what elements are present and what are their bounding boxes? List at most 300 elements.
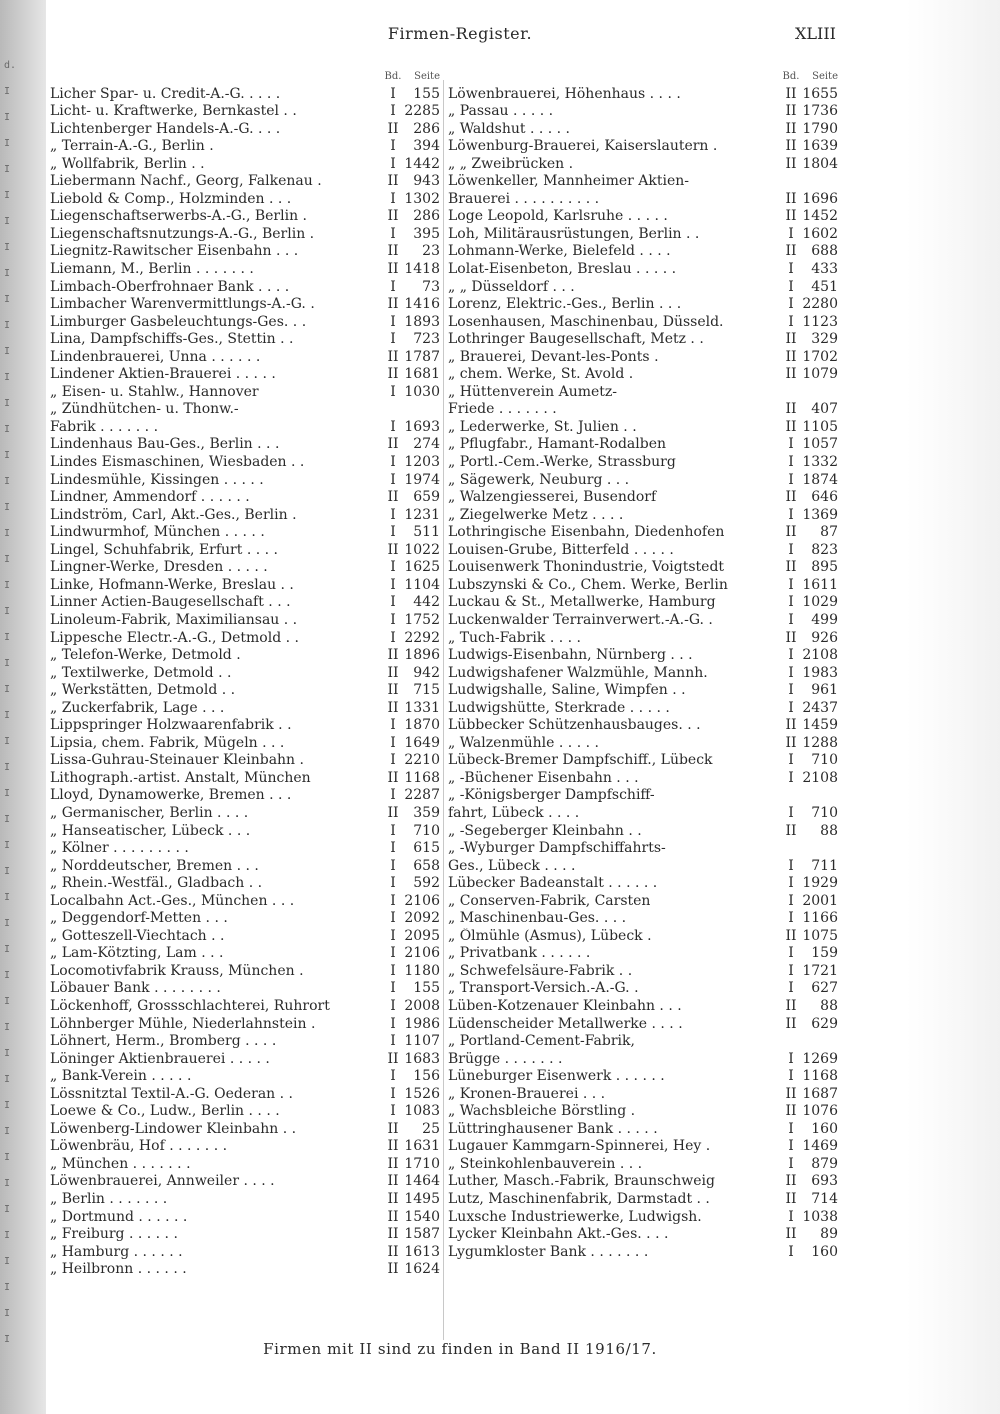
entry-page: 433 xyxy=(811,261,838,278)
register-entry xyxy=(50,858,440,876)
entry-page: 693 xyxy=(811,1173,838,1190)
entry-name: Friede . . . . . . . xyxy=(448,401,557,418)
gutter-fragment: I xyxy=(4,1308,11,1319)
entry-band xyxy=(780,173,802,191)
gutter-fragment: I xyxy=(4,762,11,773)
entry-name: „ Sägewerk, Neuburg . . . xyxy=(448,471,630,488)
entry-page: 1804 xyxy=(802,155,838,172)
register-entry xyxy=(448,103,838,121)
entry-band: I xyxy=(390,85,396,102)
entry-name: Löwenbrauerei, Annweiler . . . . xyxy=(50,1173,275,1190)
entry-name: „ Schwefelsäure-Fabrik . . xyxy=(448,962,633,979)
entry-name: „ Portland-Cement-Fabrik, xyxy=(448,1033,635,1050)
gutter-fragment: I xyxy=(4,1022,11,1033)
entry-page: 1974 xyxy=(404,471,440,488)
entry-name: Lübecker Badeanstalt . . . . . . xyxy=(448,875,658,892)
entry-page xyxy=(802,384,838,402)
register-entry xyxy=(448,261,838,279)
entry-name: „ Kronen-Brauerei . . . xyxy=(448,1085,606,1102)
entry-name: „ München . . . . . . . xyxy=(50,1155,191,1172)
entry-band: II xyxy=(387,1243,399,1260)
entry-band: II xyxy=(785,208,797,225)
register-entry xyxy=(50,594,440,612)
gutter-fragment: I xyxy=(4,944,11,955)
entry-page: 1625 xyxy=(404,559,440,576)
entry-page: 1790 xyxy=(802,120,838,137)
register-entry xyxy=(50,752,440,770)
register-entry xyxy=(448,823,838,841)
entry-page: 394 xyxy=(413,138,440,155)
entry-name: Limburger Gasbeleuchtungs-Ges. . . xyxy=(50,313,307,330)
register-entry xyxy=(448,279,838,297)
entry-band: I xyxy=(788,769,794,786)
register-entry xyxy=(448,980,838,998)
register-entry xyxy=(50,1016,440,1034)
entry-name: „ Norddeutscher, Bremen . . . xyxy=(50,857,259,874)
entry-name: Licher Spar- u. Credit-A.-G. . . . . xyxy=(50,85,281,102)
entry-band: I xyxy=(788,752,794,769)
entry-band: I xyxy=(788,1138,794,1155)
gutter-fragment: I xyxy=(4,216,11,227)
entry-name: Louisenwerk Thonindustrie, Voigtstedt xyxy=(448,559,725,576)
entry-page: 961 xyxy=(811,682,838,699)
entry-band: I xyxy=(788,506,794,523)
entry-band: I xyxy=(390,875,396,892)
entry-band: II xyxy=(785,559,797,576)
entry-name: Liebold & Comp., Holzminden . . . xyxy=(50,190,292,207)
entry-name: „ Gotteszell-Viechtach . . xyxy=(50,927,225,944)
entry-band: II xyxy=(785,348,797,365)
entry-page: 286 xyxy=(413,208,440,225)
register-entry xyxy=(448,1244,838,1262)
entry-page: 1787 xyxy=(404,348,440,365)
entry-page: 1655 xyxy=(802,85,838,102)
register-entry xyxy=(50,928,440,946)
entry-band: I xyxy=(390,822,396,839)
entry-band: I xyxy=(390,138,396,155)
entry-band: II xyxy=(387,1155,399,1172)
entry-band: II xyxy=(387,489,399,506)
entry-name: Lüttringhausener Bank . . . . . xyxy=(448,1120,658,1137)
register-entry xyxy=(448,472,838,490)
register-entry xyxy=(50,489,440,507)
entry-name: Lorenz, Elektric.-Ges., Berlin . . . xyxy=(448,296,682,313)
entry-band: I xyxy=(390,997,396,1014)
entry-band: I xyxy=(390,840,396,857)
entry-band xyxy=(780,840,802,858)
register-entry xyxy=(448,1068,838,1086)
register-entry xyxy=(50,1138,440,1156)
entry-page: 88 xyxy=(820,997,838,1014)
gutter-fragment: I xyxy=(4,1074,11,1085)
register-entry xyxy=(448,349,838,367)
entry-band: I xyxy=(788,699,794,716)
entry-page: 1302 xyxy=(404,190,440,207)
register-entry xyxy=(448,928,838,946)
gutter-fragment: I xyxy=(4,1048,11,1059)
entry-name: Lingner-Werke, Dresden . . . . . xyxy=(50,559,268,576)
gutter-fragment: I xyxy=(4,476,11,487)
entry-page: 723 xyxy=(413,331,440,348)
register-entry xyxy=(448,840,838,858)
register-entry xyxy=(448,665,838,683)
register-entry xyxy=(50,191,440,209)
entry-name: Liemann, M., Berlin . . . . . . . xyxy=(50,261,254,278)
gutter-fragment: I xyxy=(4,268,11,279)
register-entry xyxy=(448,314,838,332)
gutter-fragment: I xyxy=(4,866,11,877)
entry-band: II xyxy=(785,103,797,120)
entry-name: Löwenkeller, Mannheimer Aktien- xyxy=(448,173,690,190)
entry-name: Löhnberger Mühle, Niederlahnstein . xyxy=(50,1015,316,1032)
gutter-fragment: I xyxy=(4,1100,11,1111)
entry-name: „ Ölmühle (Asmus), Lübeck . xyxy=(448,927,652,944)
entry-page: 1105 xyxy=(802,418,838,435)
entry-page: 1418 xyxy=(404,261,440,278)
register-entry xyxy=(50,366,440,384)
register-entry xyxy=(448,1138,838,1156)
entry-band: I xyxy=(390,454,396,471)
entry-name: Lohmann-Werke, Bielefeld . . . . xyxy=(448,243,671,260)
register-entry xyxy=(50,472,440,490)
entry-band: II xyxy=(785,1103,797,1120)
entry-page: 1369 xyxy=(802,506,838,523)
register-entry xyxy=(50,1209,440,1227)
entry-page: 1540 xyxy=(404,1208,440,1225)
entry-page: 2106 xyxy=(404,892,440,909)
entry-name: „ Zuckerfabrik, Lage . . . xyxy=(50,699,225,716)
register-entry xyxy=(50,1033,440,1051)
entry-band: I xyxy=(390,1085,396,1102)
entry-name: fahrt, Lübeck . . . . xyxy=(448,804,580,821)
entry-page: 942 xyxy=(413,664,440,681)
entry-name: Ludwigshütte, Sterkrade . . . . . xyxy=(448,699,670,716)
left-column xyxy=(50,68,440,1279)
register-entry xyxy=(50,103,440,121)
register-entry xyxy=(448,208,838,226)
entry-page: 155 xyxy=(413,980,440,997)
register-entry xyxy=(50,805,440,823)
entry-name: Linke, Hofmann-Werke, Breslau . . xyxy=(50,576,294,593)
entry-band: I xyxy=(390,945,396,962)
register-entry xyxy=(448,191,838,209)
register-entry xyxy=(50,138,440,156)
entry-page: 1687 xyxy=(802,1085,838,1102)
entry-page: 879 xyxy=(811,1155,838,1172)
page-number: XLIII xyxy=(795,24,836,43)
register-entry xyxy=(50,436,440,454)
register-entry xyxy=(448,612,838,630)
entry-band: I xyxy=(390,559,396,576)
register-entry xyxy=(50,1261,440,1279)
entry-name: Lindström, Carl, Akt.-Ges., Berlin . xyxy=(50,506,297,523)
entry-name: Lübeck-Bremer Dampfschiff., Lübeck xyxy=(448,752,713,769)
entry-band: I xyxy=(788,804,794,821)
register-entry xyxy=(50,665,440,683)
register-entry xyxy=(448,1191,838,1209)
entry-name: „ Transport-Versich.-A.-G. . xyxy=(448,980,639,997)
entry-band: I xyxy=(390,313,396,330)
entry-name: „ Hamburg . . . . . . xyxy=(50,1243,183,1260)
entry-page: 1416 xyxy=(404,296,440,313)
entry-band: I xyxy=(788,962,794,979)
register-entry xyxy=(50,840,440,858)
entry-page: 1896 xyxy=(404,647,440,664)
register-entry xyxy=(448,735,838,753)
entry-page: 1464 xyxy=(404,1173,440,1190)
entry-page: 1736 xyxy=(802,103,838,120)
entry-name: „ Ziegelwerke Metz . . . . xyxy=(448,506,624,523)
entry-page: 1079 xyxy=(802,366,838,383)
entry-page: 1983 xyxy=(802,664,838,681)
register-entry xyxy=(448,630,838,648)
entry-page: 646 xyxy=(811,489,838,506)
register-entry xyxy=(448,121,838,139)
entry-name: Löwenburg-Brauerei, Kaiserslautern . xyxy=(448,138,718,155)
entry-band: II xyxy=(387,120,399,137)
gutter-fragment: I xyxy=(4,684,11,695)
gutter-fragment: I xyxy=(4,1152,11,1163)
entry-band: II xyxy=(785,331,797,348)
register-entry xyxy=(50,910,440,928)
entry-page: 1076 xyxy=(802,1103,838,1120)
entry-band: I xyxy=(390,910,396,927)
entry-name: Lüben-Kotzenauer Kleinbahn . . . xyxy=(448,997,682,1014)
entry-band: II xyxy=(387,1173,399,1190)
entry-band: I xyxy=(390,225,396,242)
entry-name: „ -Wyburger Dampfschiffahrts- xyxy=(448,840,666,857)
register-entry xyxy=(50,542,440,560)
entry-band: II xyxy=(387,208,399,225)
entry-page: 1752 xyxy=(404,611,440,628)
entry-name: „ Berlin . . . . . . . xyxy=(50,1191,168,1207)
entry-band: II xyxy=(785,489,797,506)
entry-page: 2108 xyxy=(802,647,838,664)
entry-band: II xyxy=(387,296,399,313)
page-header: Seite xyxy=(812,71,838,82)
register-entry xyxy=(50,963,440,981)
entry-page: 1702 xyxy=(802,348,838,365)
entry-page: 88 xyxy=(820,822,838,839)
entry-name: Ludwigshafener Walzmühle, Mannh. xyxy=(448,664,708,681)
gutter-fragment: I xyxy=(4,580,11,591)
entry-page: 329 xyxy=(811,331,838,348)
register-entry xyxy=(448,963,838,981)
entry-band: I xyxy=(390,857,396,874)
entry-page: 1288 xyxy=(802,734,838,751)
entry-band: I xyxy=(390,103,396,120)
register-entry xyxy=(448,910,838,928)
entry-name: Luther, Masch.-Fabrik, Braunschweig xyxy=(448,1173,715,1190)
entry-band: I xyxy=(788,261,794,278)
entry-band: I xyxy=(788,576,794,593)
register-entry xyxy=(448,700,838,718)
entry-band: I xyxy=(390,418,396,435)
entry-page: 155 xyxy=(413,85,440,102)
entry-band: II xyxy=(387,541,399,558)
gutter-fragment: I xyxy=(4,1126,11,1137)
entry-page: 710 xyxy=(413,822,440,839)
entry-name: Lindener Aktien-Brauerei . . . . . xyxy=(50,366,276,383)
entry-page xyxy=(404,401,440,419)
register-entry xyxy=(50,401,440,419)
entry-band: I xyxy=(788,541,794,558)
register-entry xyxy=(448,331,838,349)
entry-name: Lössnitztal Textil-A.-G. Oederan . . xyxy=(50,1085,293,1102)
entry-name: „ Telefon-Werke, Detmold . xyxy=(50,647,241,664)
entry-band: II xyxy=(387,804,399,821)
entry-name: „ Passau . . . . . xyxy=(448,103,554,120)
entry-page: 1495 xyxy=(404,1191,440,1207)
register-entry xyxy=(50,331,440,349)
entry-page: 1710 xyxy=(404,1155,440,1172)
entry-band: I xyxy=(390,629,396,646)
entry-name: Ges., Lübeck . . . . xyxy=(448,857,576,874)
entry-name: „ Freiburg . . . . . . xyxy=(50,1226,178,1243)
entry-name: Lübbecker Schützenhausbauges. . . xyxy=(448,717,701,734)
entry-band: II xyxy=(387,1261,399,1278)
register-entry xyxy=(448,805,838,823)
entry-name: Luckenwalder Terrainverwert.-A.-G. . xyxy=(448,611,713,628)
gutter-fragment: I xyxy=(4,1178,11,1189)
band-header: Bd. xyxy=(782,71,800,82)
register-entry xyxy=(50,787,440,805)
entry-band: I xyxy=(788,910,794,927)
entry-band: II xyxy=(785,734,797,751)
entry-page: 659 xyxy=(413,489,440,506)
register-entry xyxy=(50,86,440,104)
entry-page: 73 xyxy=(422,278,440,295)
entry-band: II xyxy=(785,366,797,383)
entry-page: 615 xyxy=(413,840,440,857)
entry-name: „ Werkstätten, Detmold . . xyxy=(50,682,236,699)
entry-page: 592 xyxy=(413,875,440,892)
entry-band: I xyxy=(788,945,794,962)
entry-page: 1613 xyxy=(404,1243,440,1260)
entry-name: Löwenbräu, Hof . . . . . . . xyxy=(50,1138,228,1155)
entry-page: 1332 xyxy=(802,454,838,471)
entry-band: I xyxy=(788,857,794,874)
entry-name: Lindner, Ammendorf . . . . . . xyxy=(50,489,250,506)
entry-page: 895 xyxy=(811,559,838,576)
entry-page: 1166 xyxy=(802,910,838,927)
entry-band: I xyxy=(390,576,396,593)
entry-name: „ Pflugfabr., Hamant-Rodalben xyxy=(448,436,667,453)
entry-band: II xyxy=(387,664,399,681)
entry-page: 2106 xyxy=(404,945,440,962)
gutter-fragment: I xyxy=(4,242,11,253)
entry-band: II xyxy=(785,418,797,435)
entry-page: 1893 xyxy=(404,313,440,330)
entry-page: 1870 xyxy=(404,717,440,734)
entry-page: 926 xyxy=(811,629,838,646)
entry-page: 2092 xyxy=(404,910,440,927)
register-entry xyxy=(448,577,838,595)
entry-band: II xyxy=(785,190,797,207)
entry-name: Lycker Kleinbahn Akt.-Ges. . . . xyxy=(448,1226,669,1243)
entry-page: 1038 xyxy=(802,1208,838,1225)
entry-page: 629 xyxy=(811,1015,838,1032)
entry-name: „ Eisen- u. Stahlw., Hannover xyxy=(50,383,259,400)
entry-name: Liebermann Nachf., Georg, Falkenau . xyxy=(50,173,322,190)
register-entry xyxy=(448,489,838,507)
register-entry xyxy=(50,1173,440,1191)
gutter-fragment: I xyxy=(4,138,11,149)
gutter-fragment: I xyxy=(4,892,11,903)
entry-band: II xyxy=(387,1208,399,1225)
entry-page: 1469 xyxy=(802,1138,838,1155)
register-entry xyxy=(448,1033,838,1051)
entry-name: Locomotivfabrik Krauss, München . xyxy=(50,962,304,979)
register-entry xyxy=(50,1051,440,1069)
entry-name: Luckau & St., Metallwerke, Hamburg xyxy=(448,594,716,611)
entry-band: II xyxy=(785,1226,797,1243)
entry-band: I xyxy=(390,155,396,172)
entry-page: 2001 xyxy=(802,892,838,909)
entry-page: 823 xyxy=(811,541,838,558)
right-entry-list xyxy=(448,86,838,1262)
entry-band: I xyxy=(788,1155,794,1172)
entry-name: „ Tuch-Fabrik . . . . xyxy=(448,629,581,646)
register-entry xyxy=(448,1086,838,1104)
register-entry xyxy=(50,454,440,472)
entry-band xyxy=(382,401,404,419)
entry-page: 627 xyxy=(811,980,838,997)
register-entry xyxy=(448,156,838,174)
entry-name: Lipsia, chem. Fabrik, Mügeln . . . xyxy=(50,734,285,751)
entry-page: 710 xyxy=(811,804,838,821)
entry-page: 359 xyxy=(413,804,440,821)
register-entry xyxy=(50,1156,440,1174)
register-entry xyxy=(50,279,440,297)
entry-band: II xyxy=(785,629,797,646)
register-entry xyxy=(448,787,838,805)
entry-band: II xyxy=(785,1015,797,1032)
entry-band: I xyxy=(788,1120,794,1137)
register-entry xyxy=(448,243,838,261)
entry-page: 714 xyxy=(811,1191,838,1207)
entry-name: Lina, Dampfschiffs-Ges., Stettin . . xyxy=(50,331,294,348)
entry-name: „ chem. Werke, St. Avold . xyxy=(448,366,634,383)
register-entry xyxy=(448,138,838,156)
entry-page: 1269 xyxy=(802,1050,838,1067)
entry-name: Lothringer Baugesellschaft, Metz . . xyxy=(448,331,704,348)
entry-name: Lüdenscheider Metallwerke . . . . xyxy=(448,1015,683,1032)
entry-name: Lindes Eismaschinen, Wiesbaden . . xyxy=(50,454,305,471)
gutter-fragment: I xyxy=(4,424,11,435)
register-entry xyxy=(448,893,838,911)
entry-name: Lugauer Kammgarn-Spinnerei, Hey . xyxy=(448,1138,711,1155)
entry-page: 1203 xyxy=(404,454,440,471)
register-entry xyxy=(50,226,440,244)
entry-page: 2210 xyxy=(404,752,440,769)
entry-name: Lothringische Eisenbahn, Diedenhofen xyxy=(448,524,725,541)
entry-name: „ Wollfabrik, Berlin . . xyxy=(50,155,205,172)
register-entry xyxy=(448,436,838,454)
entry-name: Lippspringer Holzwaarenfabrik . . xyxy=(50,717,292,734)
entry-page: 2008 xyxy=(404,997,440,1014)
entry-name: Louisen-Grube, Bitterfeld . . . . . xyxy=(448,541,674,558)
entry-name: Lichtenberger Handels-A.-G. . . . xyxy=(50,120,281,137)
entry-page: 1587 xyxy=(404,1226,440,1243)
entry-band: I xyxy=(390,471,396,488)
entry-band: I xyxy=(788,436,794,453)
entry-band: II xyxy=(387,647,399,664)
gutter-fragment: I xyxy=(4,1334,11,1345)
entry-name: „ „ Zweibrücken . xyxy=(448,155,574,172)
entry-band: II xyxy=(785,138,797,155)
entry-name: Löhnert, Herm., Bromberg . . . . xyxy=(50,1033,277,1050)
